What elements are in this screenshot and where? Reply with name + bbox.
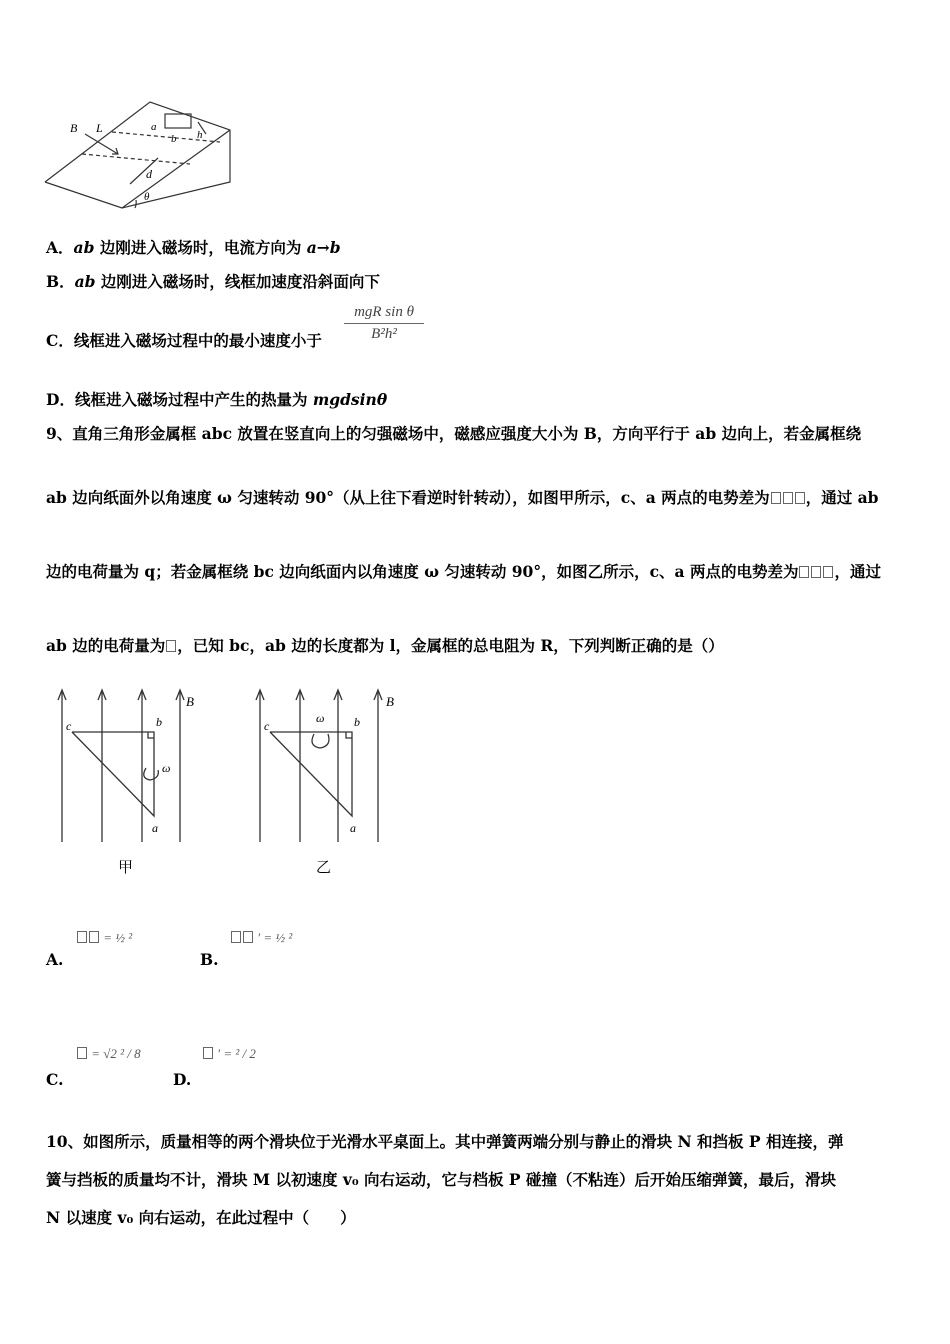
q8-option-b: B．ab 边刚进入磁场时，线框加速度沿斜面向下 [46, 272, 380, 291]
missing-glyph-icon [203, 1047, 213, 1059]
q8-option-d: D．线框进入磁场过程中产生的热量为 mgdsinθ [46, 390, 388, 409]
fig-yi-B: B [386, 694, 394, 709]
fig-yi-caption: 乙 [316, 858, 332, 876]
missing-glyph-icon [795, 492, 805, 504]
q9-option-b-formula: ′ = ½ ² [230, 930, 292, 946]
fig-jia-c: c [66, 719, 72, 733]
missing-glyph-icon [77, 931, 87, 943]
q9-option-c-formula: = √2 ² / 8 [76, 1046, 141, 1062]
missing-glyph-icon [799, 566, 809, 578]
missing-glyph-icon [823, 566, 833, 578]
formula-numerator: mgR sin θ [344, 304, 424, 324]
fig-yi-b: b [354, 715, 360, 729]
q9-option-b: B. [200, 950, 219, 969]
label-L: L [96, 121, 103, 135]
q8-option-a: A．ab 边刚进入磁场时，电流方向为 a→b [46, 238, 341, 257]
label-b: b [171, 133, 177, 145]
q9-option-d-formula: ′ = ² / 2 [202, 1046, 256, 1062]
label-h: h [197, 129, 203, 141]
fig-jia-a: a [152, 821, 158, 835]
label-B: B [70, 121, 78, 135]
missing-glyph-icon [166, 640, 176, 652]
label-d: d [146, 167, 152, 181]
q8-option-c: C．线框进入磁场过程中的最小速度小于 [46, 331, 322, 350]
q9-line-3: 边的电荷量为 q；若金属框绕 bc 边向纸面内以角速度 ω 匀速转动 90°，如图乙所示，c、a 两点的电势差为 ，通过 [46, 562, 881, 581]
q9-line-1: 9、直角三角形金属框 abc 放置在竖直向上的匀强磁场中，磁感应强度大小为 B，方向平行于 ab 边向上，若金属框绕 [46, 424, 862, 443]
missing-glyph-icon [243, 931, 253, 943]
incline-figure [40, 92, 240, 212]
q10-line-2: 簧与挡板的质量均不计，滑块 M 以初速度 v₀ 向右运动，它与档板 P 碰撞（不粘连）后开始压缩弹簧，最后，滑块 [46, 1170, 836, 1189]
missing-glyph-icon [783, 492, 793, 504]
q10-line-3: N 以速度 v₀ 向右运动，在此过程中（ ） [46, 1208, 356, 1227]
q9-line-4: ab 边的电荷量为 ，已知 bc，ab 边的长度都为 l，金属框的总电阻为 R，下列判断正确的是（） [46, 636, 724, 655]
label-theta: θ [144, 191, 150, 203]
rotation-figures [50, 686, 420, 886]
q8-option-c-formula [344, 304, 424, 343]
fig-jia-caption: 甲 [118, 858, 134, 876]
q9-option-a: A. [46, 950, 64, 969]
fig-yi-c: c [264, 719, 270, 733]
fig-yi-omega: ω [316, 711, 325, 725]
missing-glyph-icon [89, 931, 99, 943]
q9-option-a-formula: = ½ ² [76, 930, 132, 946]
q9-option-d: D. [173, 1070, 192, 1089]
missing-glyph-icon [77, 1047, 87, 1059]
missing-glyph-icon [771, 492, 781, 504]
label-a: a [151, 121, 157, 133]
missing-glyph-icon [811, 566, 821, 578]
fig-yi-a: a [350, 821, 356, 835]
formula-denominator: B²h² [371, 326, 397, 342]
q10-line-1: 10、如图所示，质量相等的两个滑块位于光滑水平桌面上。其中弹簧两端分别与静止的滑块 N 和挡板 P 相连接，弹 [46, 1132, 844, 1151]
q9-option-c: C. [46, 1070, 64, 1089]
missing-glyph-icon [231, 931, 241, 943]
q9-line-2: ab 边向纸面外以角速度 ω 匀速转动 90°（从上往下看逆时针转动），如图甲所示，c、a 两点的电势差为 ，通过 ab [46, 488, 879, 507]
fig-jia-b: b [156, 715, 162, 729]
fig-jia-B: B [186, 694, 194, 709]
fig-jia-omega: ω [162, 761, 171, 775]
